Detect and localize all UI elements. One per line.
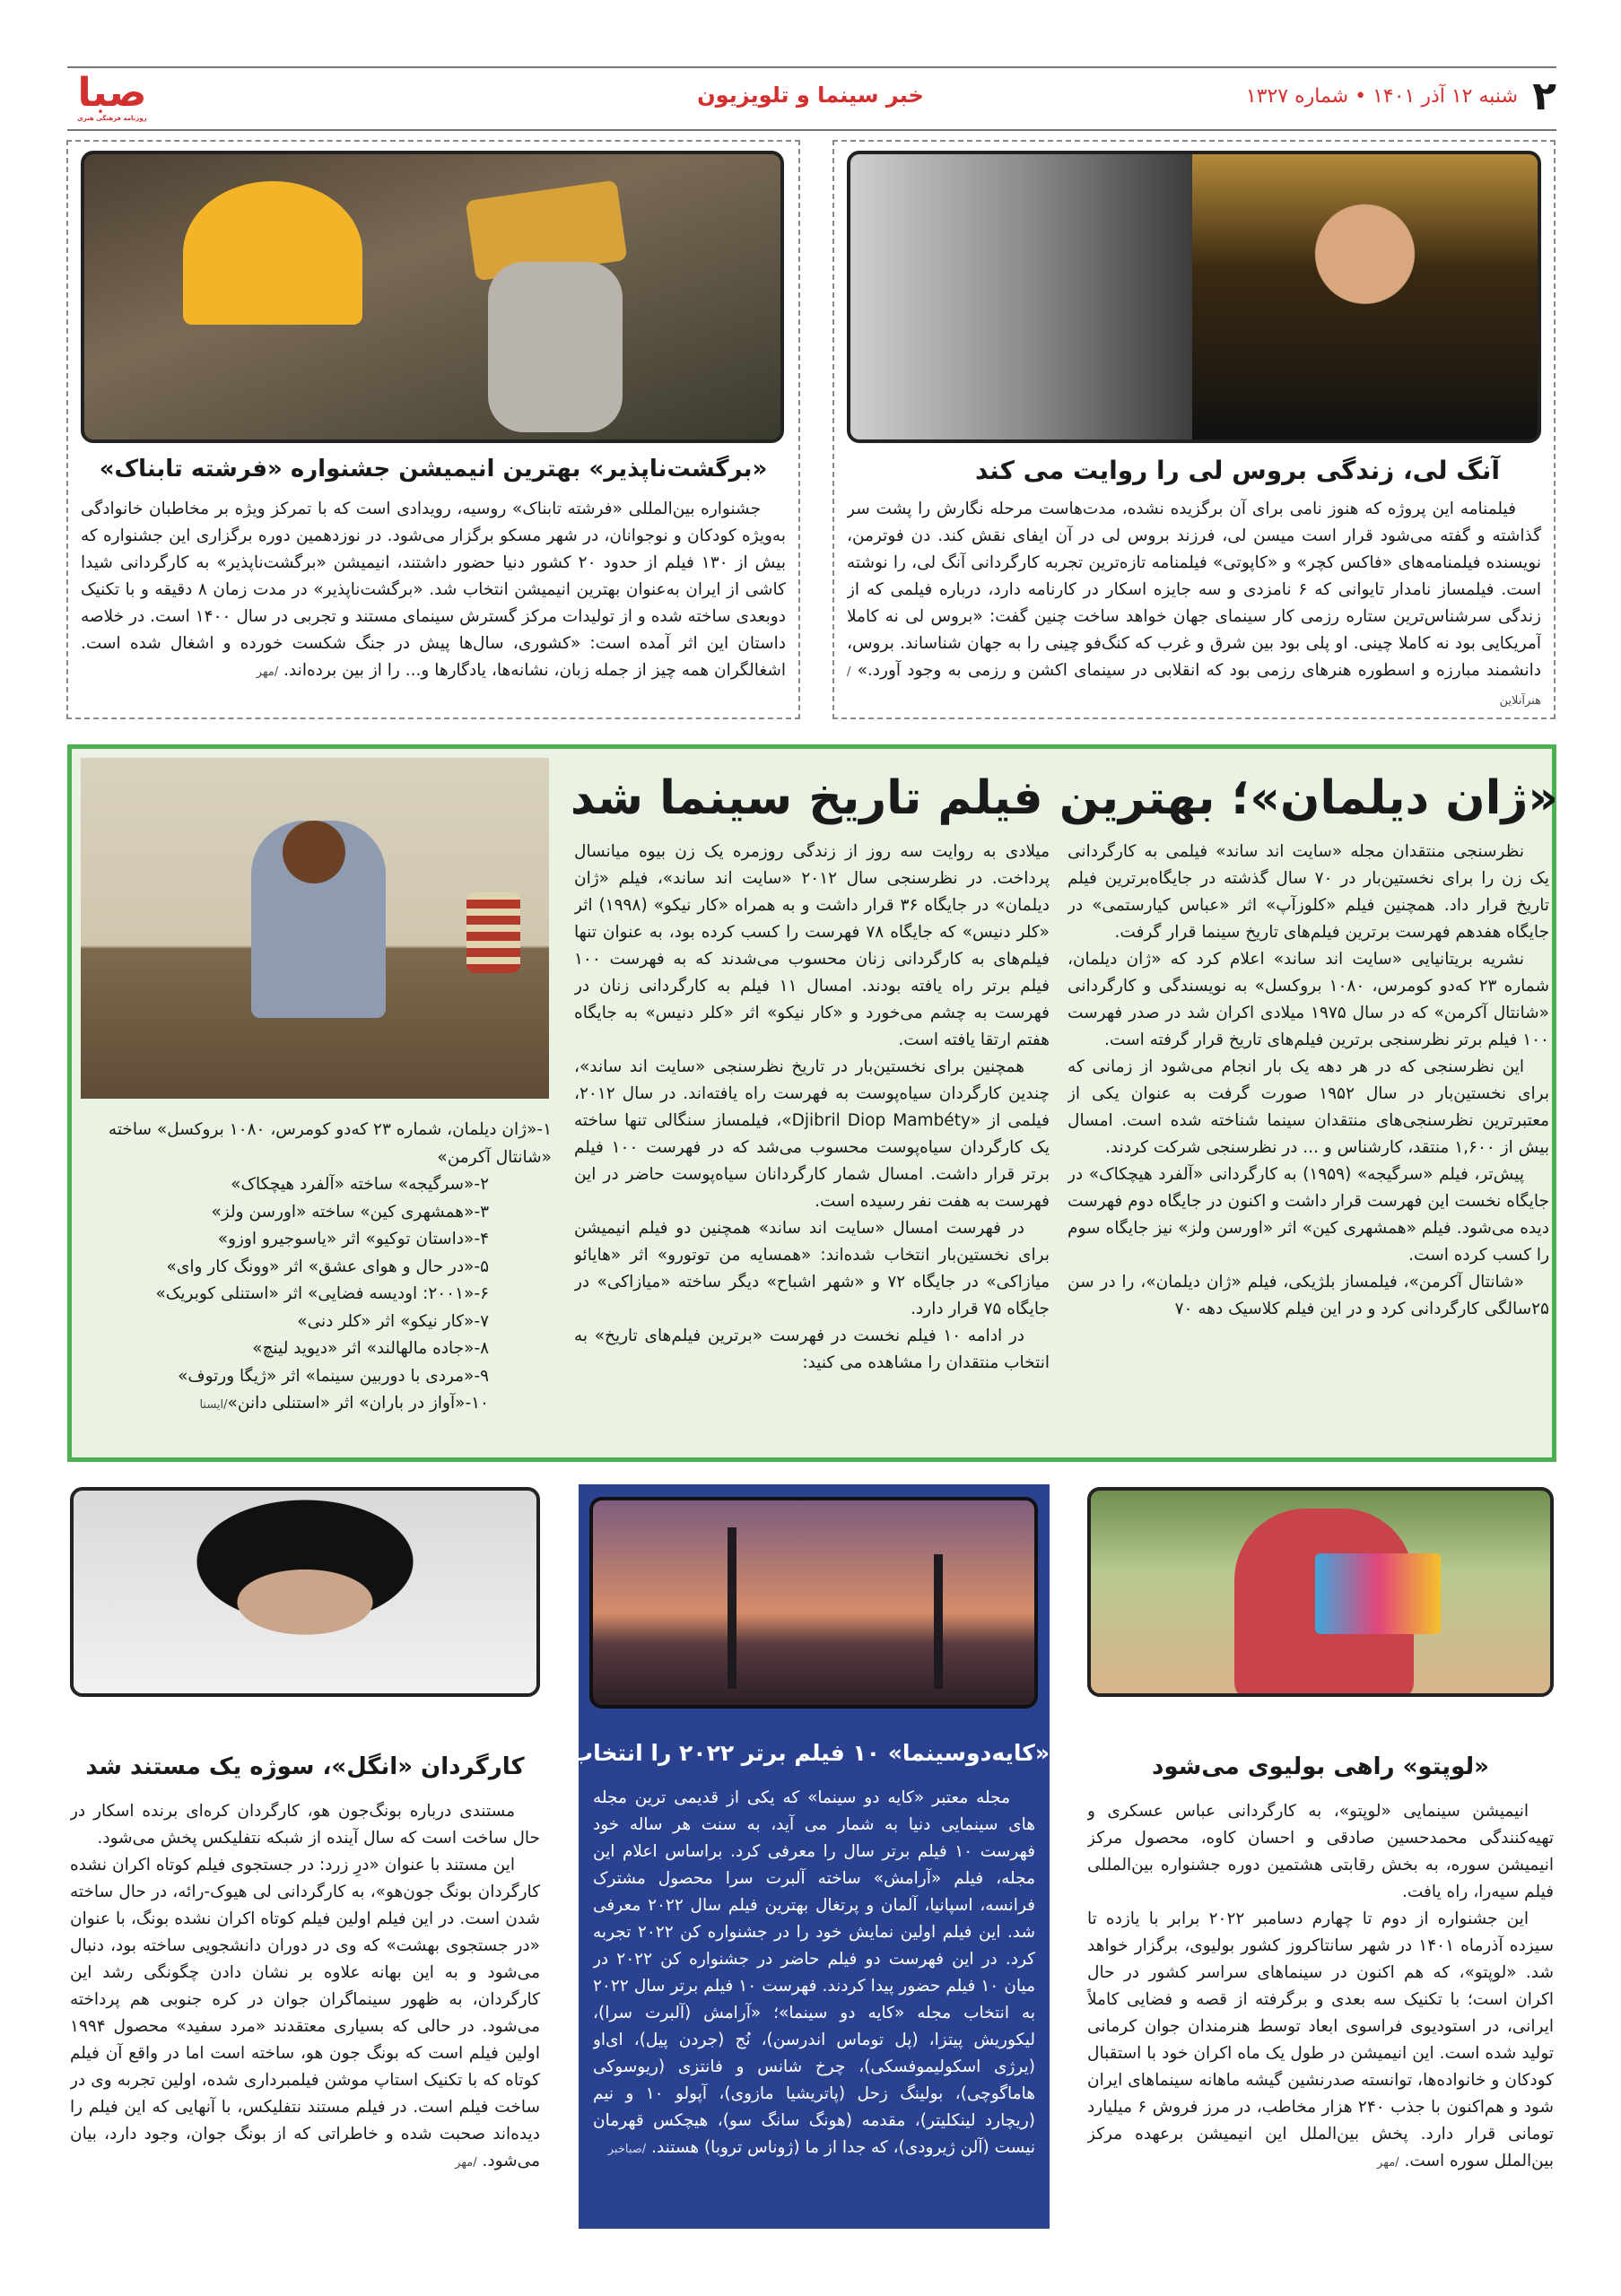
film-still-photo bbox=[589, 1497, 1038, 1709]
feature-column-1 bbox=[1068, 839, 1549, 1448]
header-bottom-rule bbox=[67, 129, 1556, 131]
list-item: ۶-«۲۰۰۱: اودیسه فضایی» اثر «استنلی کوبریک» bbox=[155, 1284, 489, 1303]
list-item: ۵-«در حال و هوای عشق» اثر «وونگ کار وای» bbox=[166, 1257, 489, 1276]
feature-headline: «ژان دیلمان»؛ بهترین فیلم تاریخ سینما شد bbox=[570, 771, 1558, 825]
lupeto-animation-photo bbox=[1087, 1487, 1554, 1697]
article-title: آنگ لی، زندگی بروس لی را روایت می کند bbox=[974, 456, 1500, 485]
list-item-text: ۱۰-«آواز در باران» اثر «استنلی دانن» bbox=[227, 1394, 489, 1413]
thermos bbox=[466, 892, 520, 973]
article-body: فیلمنامه این پروژه که هنوز نامی برای آن برگزیده نشده، مدت‌هاست مرحله نگارش را پشت سر گذاشته و گفته می‌شود قرار است میسن لی، فرزند بروس لی در آن ایفای نقش کند. دن فوترمن، نویسنده فیلمنامه‌های «فاکس کچر» و «کاپوتی» فیلمنامه تازه‌ترین تجربه کارگردانی آنگ لی، را نوشته است. فیلمساز نامدار تایوانی که ۶ نامزدی و سه جایزه اسکار در کارنامه دارد، درباره فیلمی که از زندگی سرشناس‌ترین ستاره رزمی کار سینمای جهان خواهد ساخت چنین گفت: «بروس لی نه کاملا آمریکایی بود نه کاملا چینی. او پلی بود بین شرق و غرب که کنگ‌فو چینی را به جهان شناساند. بروس، دانشمند مبارزه و اسطوره هنرهای رزمی بود که انقلابی در سینمای اکشن و رزمی به وجود آورد.» /هنرآنلاین bbox=[847, 500, 1541, 708]
list-item bbox=[76, 1390, 552, 1420]
source-credit: /مهر bbox=[455, 2156, 477, 2170]
gift-boxes bbox=[1315, 1553, 1441, 1634]
article-title: کارگردان «انگل»، سوژه یک مستند شد bbox=[85, 1753, 525, 1780]
paragraph: انیمیشن سینمایی «لوپتو»، به کارگردانی عباس عسکری و تهیه‌کنندگی محمدحسین صادقی و احسان کاوه، محصول مرکز انیمیشن سوره، به بخش رقابتی هشتمین دوره جشنواره بین‌المللی فیلم سیه‌را، راه یافت. bbox=[1087, 1802, 1554, 1901]
article-body-lupeto bbox=[1087, 1798, 1554, 2265]
palm-tree bbox=[934, 1554, 943, 1689]
feature-column-2 bbox=[574, 839, 1050, 1448]
paragraph: نشریه بریتانیایی «سایت اند ساند» اعلام کرد که «ژان دیلمان، شماره ۲۳ که‌دو کومرس، ۱۰۸۰ بروکسل» به نویسندگی و کارگردانی «شانتال آکرمن» که در سال ۱۹۷۵ میلادی اکران شد در صدر فهرست ۱۰۰ فیلم برتر نظرسنجی برترین فیلم‌های تاریخ قرار گرفته است. bbox=[1068, 950, 1549, 1049]
paragraph: در ادامه ۱۰ فیلم نخست در فهرست «برترین فیلم‌های تاریخ» به انتخاب منتقدان را مشاهده می کنید: bbox=[574, 1326, 1050, 1372]
article-title: «کایه‌دوسینما» ۱۰ فیلم برتر ۲۰۲۲ را انتخاب کرد bbox=[524, 1740, 1050, 1766]
logo-tagline: روزنامه فرهنگی هنری bbox=[77, 115, 147, 122]
article-title: «لوپتو» راهی بولیوی می‌شود bbox=[1152, 1753, 1489, 1780]
page-number: ۲ bbox=[1532, 74, 1556, 119]
top-10-films-list bbox=[76, 1117, 552, 1420]
source-credit: /مهر bbox=[1377, 2156, 1399, 2170]
issue-date: شنبه ۱۲ آذر ۱۴۰۱ • شماره ۱۳۲۷ bbox=[1245, 85, 1518, 108]
paragraph: این مستند با عنوان «درِ زرد: در جستجوی فیلم کوتاه اکران نشده کارگردان بونگ جون‌هو»، به کارگردانی لی هیوک-رائه، در حال ساخته شدن است. در این فیلم اولین فیلم کوتاه اکران نشده بونگ، با عنوان «در جستجوی بهشت» که وی در دوران دانشجویی ساخته بود، دنبال می‌شود و به این بهانه علاوه بر نشان دادن چگونگی رشد این کارگردان، به ظهور سینماگران جوان در کره جنوبی هم پرداخته می‌شود. در حالی که بسیاری معتقدند «مرد سفید» محصول ۱۹۹۴ اولین فیلم است که بونگ جون هو، ساخته است اما در واقع آن فیلم کوتاه که با تکنیک استاپ موشن فیلمبرداری شده، اولین تجربه وی در ساخت فیلم است. در فیلم مستند نتفلیکس، با آنهایی که این فیلم را دیده‌اند صحبت شده و خاطراتی که از بونگ جوان، وجود دارد، بیان می‌شود. bbox=[70, 1856, 540, 2170]
source-credit: /ایسنا bbox=[199, 1398, 228, 1412]
article-body: جشنواره بین‌المللی «فرشته تابناک» روسیه، رویدادی است که با تمرکز ویژه بر مخاطبان خانوادگی به‌ویژه کودکان و نوجوانان، در شهر مسکو برگزار می‌شود. در نوزدهمین دوره برگزاری این جشنواره که بیش از ۱۳۰ فیلم از حدود ۲۰ کشور دنیا حضور داشتند، انیمیشن «برگشت‌ناپذیر» به کارگردانی شیدا کاشی از ایران به‌عنوان بهترین انیمیشن انتخاب شد. «برگشت‌ناپذیر» در مدت زمان ۸ دقیقه و با تکنیک دوبعدی ساخته شده و از تولیدات مرکز گسترش سینمای مستند و تجربی در سال ۱۴۰۰ است. در خلاصه داستان این اثر آمده است: «کشوری، سال‌ها پیش در جنگ شکست خورده و اشغال شده است. اشغالگران همه چیز از جمله زبان، نشانه‌ها، یادگارها و... را از بین برده‌اند. /مهر bbox=[81, 500, 786, 680]
list-item: ۷-«کار نیکو» اثر «کلر دنی» bbox=[297, 1311, 489, 1331]
bruce-lee-photo bbox=[850, 154, 1196, 439]
ang-lee-bruce-lee-photo bbox=[847, 151, 1541, 443]
jeanne-dielman-still-photo bbox=[81, 758, 549, 1099]
lamp-shape bbox=[183, 181, 362, 325]
paragraph: میلادی به روایت سه روز از زندگی روزمره یک زن بیوه میانسال پرداخت. در نظرسنجی سال ۲۰۱۲ «سایت اند ساند»، فیلم «ژان دیلمان» در جایگاه ۳۶ قرار داشت و به همراه «کار نیکو» (۱۹۹۸) اثر «کلر دنیس» که جایگاه ۷۸ فهرست را کسب کرده بود، به عنوان تنها فیلم‌های به کارگردانی زنان محسوب می‌شدند که به فهرست ۱۰۰ فیلم برتر راه یافته بودند. امسال ۱۱ فیلم به کارگردانی زنان در فهرست به چشم می‌خورد و «کار نیکو» اثر «کلر دنیس» به جایگاه هفتم ارتقا یافته است. bbox=[574, 842, 1050, 1049]
animation-still-photo bbox=[81, 151, 784, 443]
paragraph: همچنین برای نخستین‌بار در تاریخ نظرسنجی «سایت اند ساند»، چندین کارگردان سیاه‌پوست به فهرست راه یافته‌اند. در سال ۲۰۱۲، فیلمی از «Djibril Diop Mambéty»، فیلمساز سنگالی تنها ساخته یک کارگردان سیاه‌پوست محسوب می‌شد که در فهرست ۱۰۰ فیلم برتر قرار داشت. امسال شمار کارگردانان سیاه‌پوست حاضر در این فهرست به هفت نفر رسیده است. bbox=[574, 1057, 1050, 1211]
bong-joon-ho-photo bbox=[70, 1487, 540, 1697]
character-face bbox=[488, 262, 623, 432]
paragraph: «شانتال آکرمن»، فیلمساز بلژیکی، فیلم «ژان دیلمان»، را در سن ۲۵سالگی کارگردانی کرد و در این فیلم کلاسیک دهه ۷۰ bbox=[1068, 1273, 1549, 1318]
woman-head bbox=[283, 821, 345, 883]
paragraph: این جشنواره از دوم تا چهارم دسامبر ۲۰۲۲ برابر با یازده تا سیزده آذرماه ۱۴۰۱ در شهر سانتاکروز کشور بولیوی، برگزار خواهد شد. «لوپتو»، که هم اکنون در سینماهای سراسر کشور در حال اکران است؛ با تکنیک سه بعدی و برگرفته از قصه و فضایی کاملاً ایرانی، در استودیوی فراسوی ابعاد توسط هنرمندان جوان کرمانی تولید شده است. این انیمیشن در طول یک ماه اکران خود با استقبال کودکان و خانواده‌ها، توانسته صدرنشین گیشه ماهانه سینماهای ایران شود و هم‌اکنون با جذب ۲۴۰ هزار مخاطب، در مرز فروش ۶ میلیارد تومانی قرار دارد. پخش بین‌الملل این انیمیشن برعهده مرکز بین‌الملل سوره است. bbox=[1087, 1909, 1554, 2170]
article-body: مجله معتبر «کایه دو سینما» که یکی از قدیمی ترین مجله های سینمایی دنیا به شمار می آید، به سنت هر ساله خود فهرست ۱۰ فیلم برتر سال را معرفی کرد. براساس اعلام این مجله، فیلم «آرامش» ساخته آلبرت سرا محصول مشترک فرانسه، اسپانیا، آلمان و پرتغال بهترین فیلم سال ۲۰۲۲ معرفی شد. این فیلم اولین نمایش خود را در جشنواره کن ۲۰۲۲ تجربه کرد. در این فهرست دو فیلم حاضر در جشنواره کن ۲۰۲۲ در میان ۱۰ فیلم حضور پیدا کردند. فهرست ۱۰ فیلم برتر سال ۲۰۲۲ به انتخاب مجله «کایه دو سینما»؛ «آرامش (آلبرت سرا)، لیکوریش پیتزا، (پل توماس اندرسن)، نُج (جردن پیل)، ای‌او (یرژی اسکولیموفسکی)، چرخ شانس و فانتزی (ریوسوکی هاماگوچی)، بولینگ زحل (پاتریشیا مازوی)، آپولو ۱۰ و نیم (ریچارد لینکلیتر)، مقدمه (هونگ سانگ سو)، هیچکس قهرمان نیست (آلن ژیرودی)، که جدا از ما (ژوناس تروبا) هستند. /صباخبر bbox=[593, 1788, 1035, 2157]
article-ang-lee bbox=[832, 140, 1556, 719]
list-item: ۲-«سرگیجه» ساخته «آلفرد هیچکاک» bbox=[231, 1175, 489, 1194]
source-credit: /هنرآنلاین bbox=[847, 665, 1541, 708]
paragraph: در فهرست امسال «سایت اند ساند» همچنین دو فیلم انیمیشن برای نخستین‌بار انتخاب شده‌اند: «همسایه من توتورو» اثر «هایائو میازاکی» در جایگاه ۷۲ و «شهر اشباح» دیگر ساخته «میازاکی» در جایگاه ۷۵ قرار دارد. bbox=[574, 1219, 1050, 1318]
source-credit: /مهر bbox=[256, 665, 279, 679]
paragraph: این نظرسنجی که در هر دهه یک بار انجام می‌شود از زمانی که برای نخستین‌بار در سال ۱۹۵۲ صورت گرفت به عنوان یکی از معتبرترین نظرسنجی‌های منتقدان سینما شناخته شده است. امسال بیش از ۱,۶۰۰ منتقد، کارشناس و ... در نظرسنجی شرکت کردند. bbox=[1068, 1057, 1549, 1157]
paragraph: مستندی درباره بونگ‌جون هو، کارگردان کره‌ای برنده اسکار در حال ساخت است که سال آینده از شبکه نتفلیکس پخش می‌شود. bbox=[70, 1802, 540, 1848]
article-title: «برگشت‌ناپذیر» بهترین انیمیشن جشنواره «فرشته تابناک» bbox=[99, 456, 768, 483]
list-item: ۱-«ژان دیلمان، شماره ۲۳ که‌دو کومرس، ۱۰۸۰ بروکسل» ساخته «شانتال آکرمن» bbox=[108, 1120, 552, 1167]
list-item: ۴-«داستان توکیو» اثر «یاسوجیرو اوزو» bbox=[217, 1230, 489, 1248]
paragraph: پیش‌تر، فیلم «سرگیجه» (۱۹۵۹) به کارگردانی «آلفرد هیچکاک» در جایگاه نخست این فهرست قرار داشت و اکنون در جایگاه دوم فهرست دیده می‌شود. فیلم «همشهری کین» اثر «اورسن ولز» نیز جایگاه سوم را کسب کرده است. bbox=[1068, 1165, 1549, 1265]
source-credit: /صباخبر bbox=[607, 2143, 647, 2156]
paragraph: نظرسنجی منتقدان مجله «سایت اند ساند» فیلمی به کارگردانی یک زن را برای نخستین‌بار در ۷۰ سال گذشته در جایگاه‌برترین فیلم تاریخ قرار داد. همچنین فیلم «کلوزآپ» اثر «عباس کیارستمی» در جایگاه هفدهم فهرست برترین فیلم‌های تاریخ سینما قرار گرفت. bbox=[1068, 842, 1549, 942]
article-body-bong bbox=[70, 1798, 540, 2265]
list-item: ۸-«جاده مالهالند» اثر «دیوید لینچ» bbox=[252, 1339, 489, 1358]
ang-lee-photo bbox=[1192, 154, 1538, 439]
article-irreversible bbox=[66, 140, 800, 719]
list-item: ۳-«همشهری کین» ساخته «اورسن ولز» bbox=[211, 1202, 489, 1222]
header-top-rule bbox=[67, 66, 1556, 68]
logo-text: صبا bbox=[77, 70, 147, 116]
article-cahiers-du-cinema bbox=[524, 1484, 1050, 2229]
newspaper-logo[interactable] bbox=[72, 72, 153, 126]
palm-tree bbox=[728, 1527, 736, 1689]
section-title: خبر سینما و تلویزیون bbox=[697, 83, 924, 108]
list-item: ۹-«مردی با دوربین سینما» اثر «ژیگا ورتوف» bbox=[178, 1366, 489, 1386]
